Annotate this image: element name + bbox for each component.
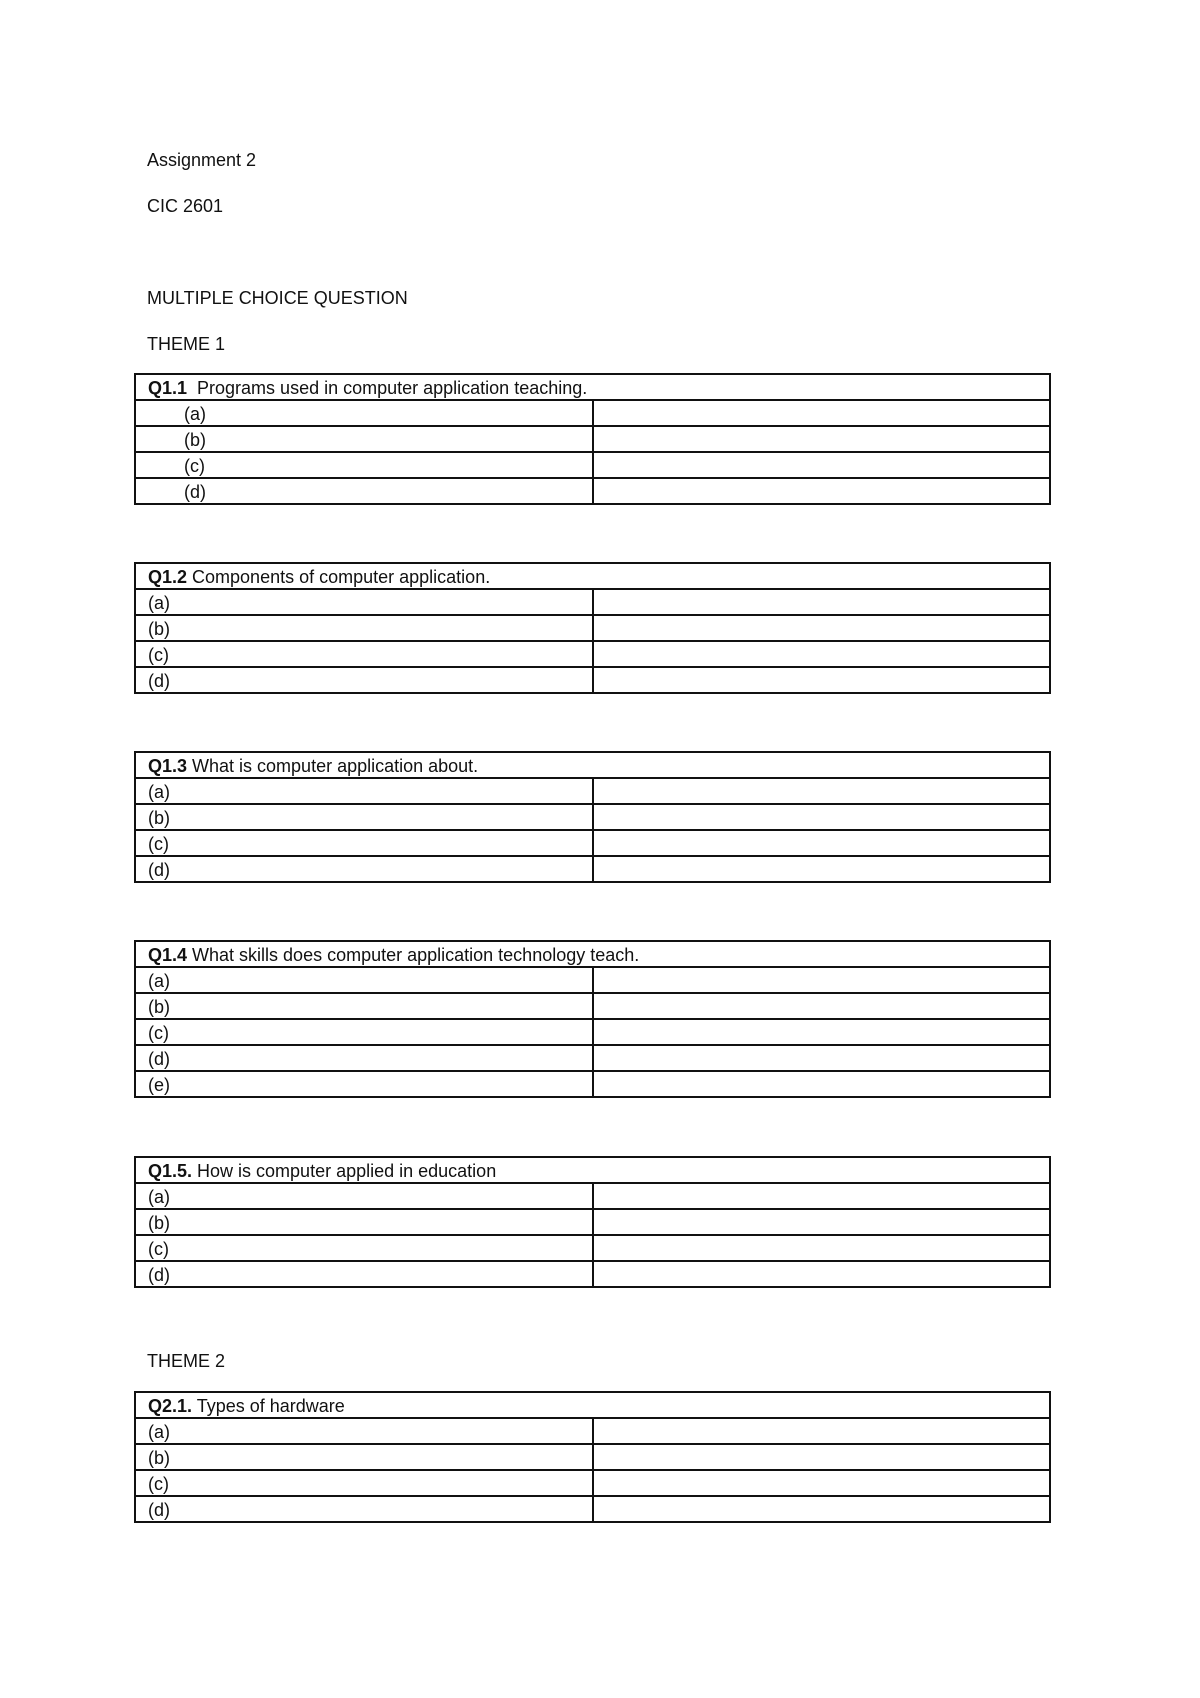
question-cell: [135, 1392, 1050, 1418]
answer-box[interactable]: [593, 830, 1051, 856]
option-row: [135, 1235, 1050, 1261]
option-label: (d): [135, 1261, 593, 1287]
question-cell: [135, 941, 1050, 967]
section-heading: MULTIPLE CHOICE QUESTION: [147, 288, 408, 308]
course-code: CIC 2601: [147, 196, 224, 216]
answer-box[interactable]: [593, 1496, 1051, 1522]
answer-box[interactable]: [593, 1470, 1051, 1496]
answer-box[interactable]: [593, 400, 1051, 426]
option-row: [135, 667, 1050, 693]
option-label: (d): [135, 478, 593, 504]
option-label: (c): [135, 1235, 593, 1261]
option-row: [135, 1496, 1050, 1522]
question-table-q1-4: [134, 940, 1051, 1098]
option-row: [135, 478, 1050, 504]
option-label: (b): [135, 615, 593, 641]
option-row: [135, 1045, 1050, 1071]
option-row: [135, 589, 1050, 615]
option-row: [135, 830, 1050, 856]
question-cell: [135, 374, 1050, 400]
option-row: [135, 1261, 1050, 1287]
answer-box[interactable]: [593, 615, 1051, 641]
document-title: Assignment 2: [147, 150, 257, 170]
answer-box[interactable]: [593, 1019, 1051, 1045]
option-label: (a): [135, 589, 593, 615]
question-cell: [135, 1157, 1050, 1183]
question-number: Q1.4: [148, 945, 188, 965]
option-row: [135, 1071, 1050, 1097]
option-row: [135, 1418, 1050, 1444]
option-row: [135, 452, 1050, 478]
question-table-q2-1: [134, 1391, 1051, 1523]
option-row: [135, 967, 1050, 993]
question-table-q1-2: [134, 562, 1051, 694]
question-row: [135, 374, 1050, 400]
question-number: Q1.2: [148, 567, 188, 587]
option-row: [135, 1470, 1050, 1496]
option-row: [135, 615, 1050, 641]
question-text: How is computer applied in education: [192, 1161, 497, 1181]
answer-box[interactable]: [593, 967, 1051, 993]
question-text: Programs used in computer application teaching.: [187, 378, 588, 398]
option-label: (b): [135, 1209, 593, 1235]
option-label: (a): [135, 967, 593, 993]
question-text: Types of hardware: [192, 1396, 345, 1416]
answer-box[interactable]: [593, 993, 1051, 1019]
option-label: (b): [135, 993, 593, 1019]
answer-box[interactable]: [593, 1444, 1051, 1470]
option-row: [135, 778, 1050, 804]
option-label: (b): [135, 804, 593, 830]
question-cell: [135, 563, 1050, 589]
question-number: Q1.3: [148, 756, 188, 776]
question-text: Components of computer application.: [187, 567, 491, 587]
option-label: (a): [135, 1418, 593, 1444]
answer-box[interactable]: [593, 667, 1051, 693]
option-label: (c): [135, 1470, 593, 1496]
answer-box[interactable]: [593, 1183, 1051, 1209]
question-cell: [135, 752, 1050, 778]
option-label: (e): [135, 1071, 593, 1097]
option-row: [135, 856, 1050, 882]
option-label: (b): [135, 1444, 593, 1470]
question-text: What skills does computer application technology teach.: [187, 945, 640, 965]
option-row: [135, 1444, 1050, 1470]
question-row: [135, 941, 1050, 967]
option-label: (c): [135, 1019, 593, 1045]
option-row: [135, 993, 1050, 1019]
question-table-q1-1: [134, 373, 1051, 505]
option-label: (c): [135, 452, 593, 478]
option-label: (d): [135, 1045, 593, 1071]
option-label: (a): [135, 778, 593, 804]
question-number: Q1.1: [148, 378, 188, 398]
option-row: [135, 426, 1050, 452]
question-table-q1-3: [134, 751, 1051, 883]
option-row: [135, 400, 1050, 426]
answer-box[interactable]: [593, 426, 1051, 452]
answer-box[interactable]: [593, 589, 1051, 615]
option-label: (a): [135, 400, 593, 426]
answer-box[interactable]: [593, 1045, 1051, 1071]
question-row: [135, 1157, 1050, 1183]
answer-box[interactable]: [593, 856, 1051, 882]
question-row: [135, 752, 1050, 778]
theme-2-heading: THEME 2: [147, 1351, 226, 1371]
option-row: [135, 1019, 1050, 1045]
option-row: [135, 1183, 1050, 1209]
question-table-q1-5: [134, 1156, 1051, 1288]
question-number: Q2.1.: [148, 1396, 193, 1416]
answer-box[interactable]: [593, 1235, 1051, 1261]
option-label: (c): [135, 641, 593, 667]
answer-box[interactable]: [593, 1071, 1051, 1097]
answer-box[interactable]: [593, 1261, 1051, 1287]
option-label: (a): [135, 1183, 593, 1209]
answer-box[interactable]: [593, 1418, 1051, 1444]
option-row: [135, 641, 1050, 667]
answer-box[interactable]: [593, 1209, 1051, 1235]
answer-box[interactable]: [593, 804, 1051, 830]
option-row: [135, 1209, 1050, 1235]
answer-box[interactable]: [593, 641, 1051, 667]
option-label: (d): [135, 856, 593, 882]
option-label: (c): [135, 830, 593, 856]
option-label: (d): [135, 667, 593, 693]
answer-box[interactable]: [593, 452, 1051, 478]
answer-box[interactable]: [593, 778, 1051, 804]
theme-1-heading: THEME 1: [147, 334, 226, 354]
question-text: What is computer application about.: [187, 756, 479, 776]
question-row: [135, 1392, 1050, 1418]
option-row: [135, 804, 1050, 830]
answer-box[interactable]: [593, 478, 1051, 504]
option-label: (d): [135, 1496, 593, 1522]
option-label: (b): [135, 426, 593, 452]
question-row: [135, 563, 1050, 589]
question-number: Q1.5.: [148, 1161, 193, 1181]
